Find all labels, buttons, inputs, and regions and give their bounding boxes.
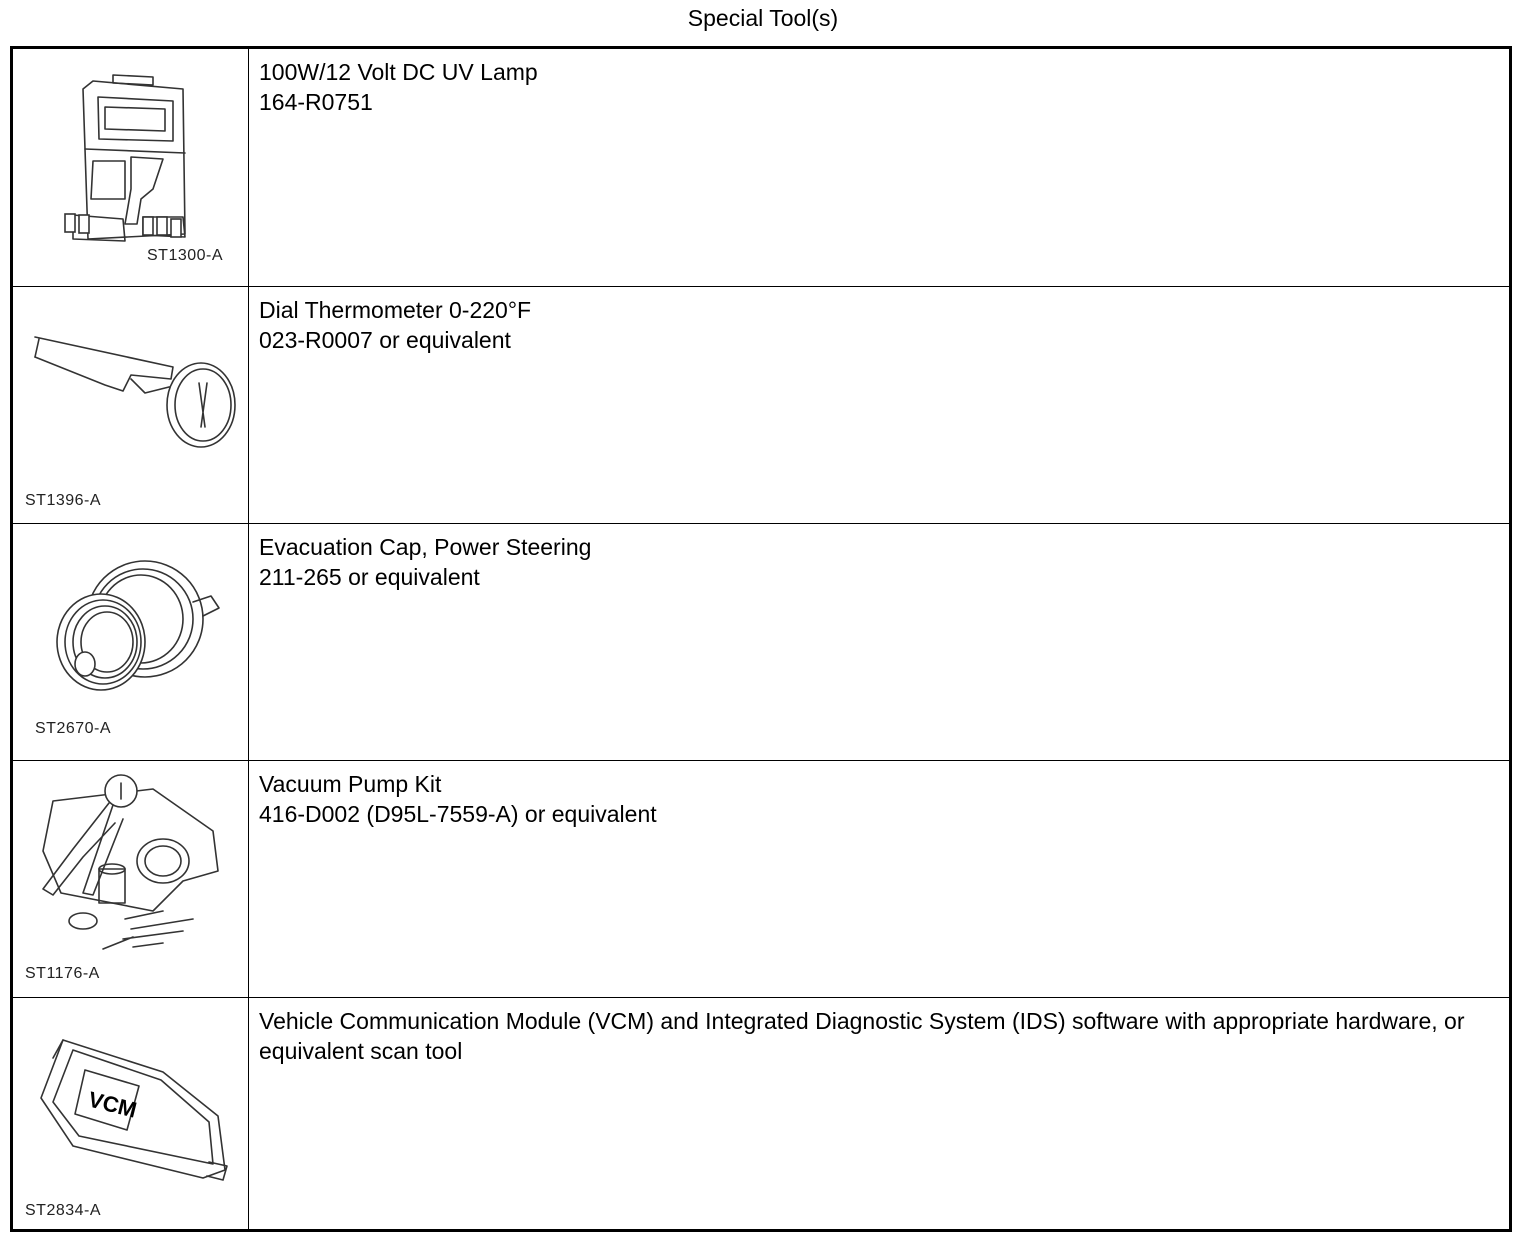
tool-part-number: 023-R0007 or equivalent bbox=[259, 327, 511, 353]
table-row bbox=[13, 523, 1509, 760]
vacuum-pump-kit-icon bbox=[13, 761, 248, 996]
table-row bbox=[13, 760, 1509, 997]
tool-image-cell bbox=[13, 761, 249, 997]
tool-description bbox=[259, 57, 1499, 117]
tool-code: ST2670-A bbox=[35, 720, 112, 737]
vcm-scan-tool-icon bbox=[13, 998, 248, 1230]
tool-description bbox=[259, 295, 1499, 355]
tool-part-number: 211-265 or equivalent bbox=[259, 564, 480, 590]
tool-name: 100W/12 Volt DC UV Lamp bbox=[259, 59, 538, 85]
tool-image-cell bbox=[13, 998, 249, 1229]
tool-part-number: 164-R0751 bbox=[259, 89, 373, 115]
dial-thermometer-icon bbox=[13, 287, 248, 522]
tool-image-cell bbox=[13, 524, 249, 760]
tool-description bbox=[259, 769, 1499, 829]
tool-code: ST1396-A bbox=[25, 492, 102, 509]
tool-description bbox=[259, 1006, 1499, 1066]
tool-name: Evacuation Cap, Power Steering bbox=[259, 534, 592, 560]
tool-code: ST2834-A bbox=[25, 1202, 102, 1219]
table-row bbox=[13, 997, 1509, 1229]
tool-name: Vacuum Pump Kit bbox=[259, 771, 442, 797]
tool-part-number: 416-D002 (D95L-7559-A) or equivalent bbox=[259, 801, 657, 827]
table-row bbox=[13, 286, 1509, 523]
tool-image-cell bbox=[13, 49, 249, 286]
tool-name: Dial Thermometer 0-220°F bbox=[259, 297, 532, 323]
vcm-label: VCM bbox=[85, 1086, 140, 1123]
tool-code: ST1300-A bbox=[147, 247, 224, 264]
page-title: Special Tool(s) bbox=[687, 5, 839, 31]
tool-image-cell bbox=[13, 287, 249, 523]
table-row bbox=[13, 49, 1509, 286]
tool-code: ST1176-A bbox=[25, 965, 100, 982]
tool-description bbox=[259, 532, 1499, 592]
special-tools-table bbox=[10, 46, 1512, 1232]
tool-name: Vehicle Communication Module (VCM) and Integrated Diagnostic System (IDS) software with appropriate hardware, or equivalent scan tool bbox=[259, 1008, 1465, 1064]
